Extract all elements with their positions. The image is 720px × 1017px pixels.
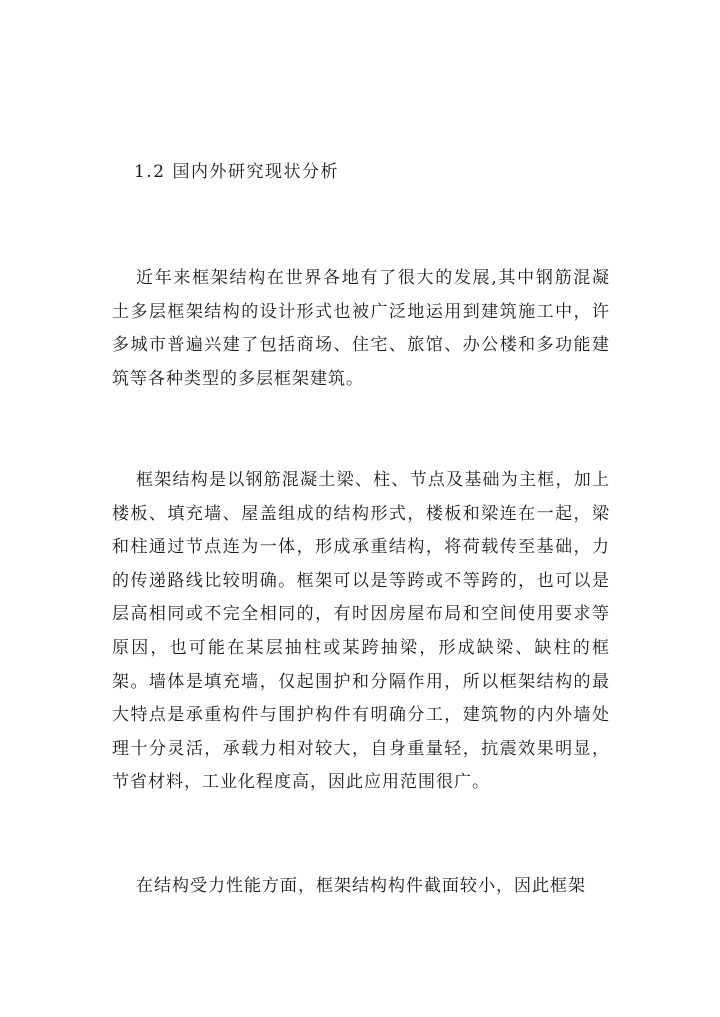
paragraph-development: 近年来框架结构在世界各地有了很大的发展,其中钢筋混凝土多层框架结构的设计形式也被广泛地运用到建筑施工中，许多城市普遍兴建了包括商场、住宅、旅馆、办公楼和多功能建筑等各种类型的多层框架建筑。	[112, 268, 610, 389]
paragraph-mechanical-performance: 在结构受力性能方面，框架结构构件截面较小，因此框架	[136, 876, 586, 896]
section-heading: 1.2 国内外研究现状分析	[134, 162, 339, 182]
paragraph-frame-structure: 框架结构是以钢筋混凝土梁、柱、节点及基础为主框，加上楼板、填充墙、屋盖组成的结构形式，楼板和梁连在一起，梁和柱通过节点连为一体，形成承重结构，将荷载传至基础，力的传递路线比较明确。框架可以是等跨或不等跨的，也可以是层高相同或不完全相同的，有时因房屋布局和空间使用要求等原因，也可能在某层抽柱或某跨抽梁，形成缺梁、缺柱的框架。墙体是填充墙，仅起围护和分隔作用，所以框架结构的最大特点是承重构件与围护构件有明确分工，建筑物的内外墙处理十分灵活，承载力相对较大，自身重量轻，抗震效果明显，节省材料，工业化程度高，因此应用范围很广。	[112, 470, 610, 793]
